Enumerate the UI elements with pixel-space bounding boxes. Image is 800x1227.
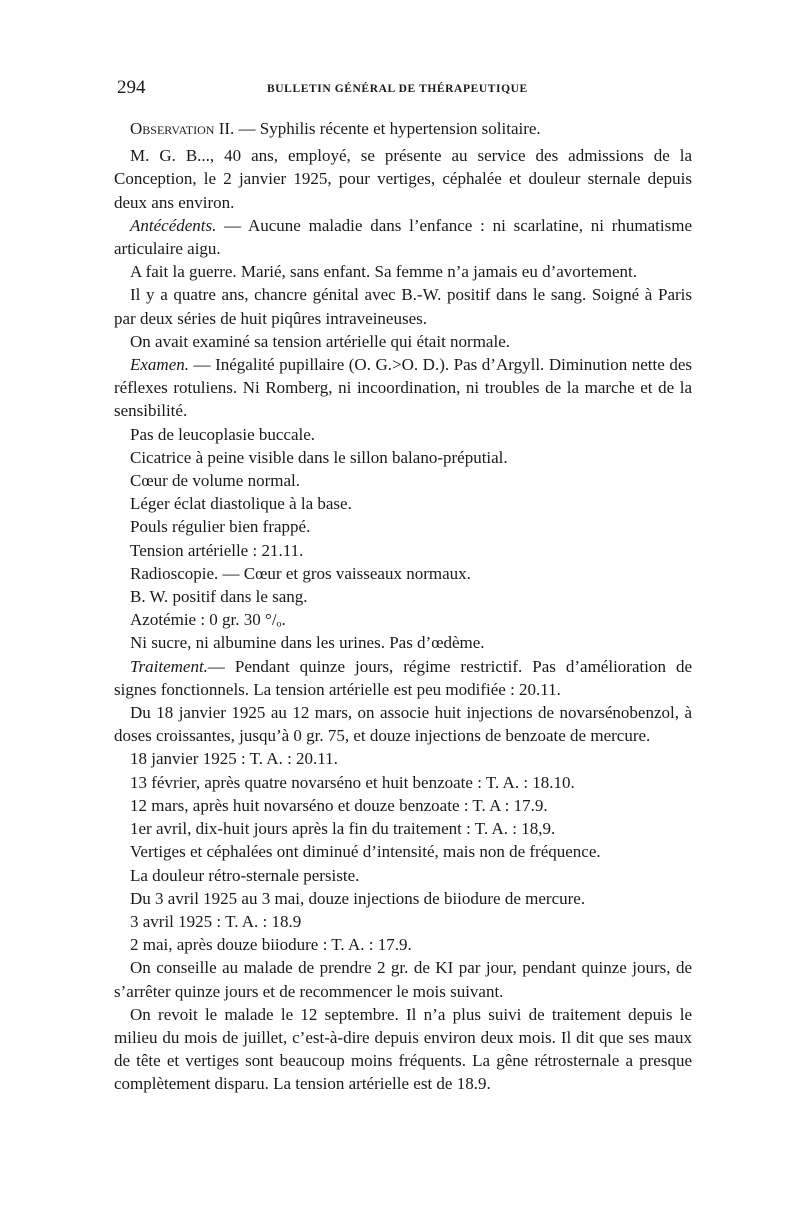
paragraph: 18 janvier 1925 : T. A. : 20.11. xyxy=(130,749,338,769)
paragraph: 3 avril 1925 : T. A. : 18.9 xyxy=(130,911,302,931)
paragraph: La douleur rétro-sternale persiste. xyxy=(130,865,360,885)
paragraph: Cœur de volume normal. xyxy=(130,471,300,491)
paragraph: Cicatrice à peine visible dans le sillon balano-préputial. xyxy=(130,447,508,467)
paragraph-text: — Inégalité pupillaire (O. G.>O. D.). Pas d’Argyll. Diminution nette des réflexes rotuliens. Ni Romberg, ni incoordination, ni troubles de la marche et de la sensibilité. xyxy=(114,355,692,421)
paragraph: Ni sucre, ni albumine dans les urines. Pas d’œdème. xyxy=(130,633,485,653)
observation-heading: II. — Syphilis récente et hypertension solitaire. xyxy=(214,119,541,138)
paragraph: On avait examiné sa tension artérielle qui était normale. xyxy=(130,331,510,351)
observation-title xyxy=(114,117,692,140)
paragraph: M. G. B..., 40 ans, employé, se présente au service des admissions de la Conception, le 2 janvier 1925, pour vertiges, céphalée et douleur sternale depuis deux ans environ. xyxy=(114,146,692,212)
page-number: 294 xyxy=(117,77,146,98)
paragraph: Pouls régulier bien frappé. xyxy=(130,517,311,537)
section-label: Traitement. xyxy=(130,656,208,676)
paragraph xyxy=(114,353,692,423)
paragraph: On revoit le malade le 12 septembre. Il n’a plus suivi de traitement depuis le milieu du mois de juillet, c’est-à-dire depuis environ deux mois. Il dit que ses maux de tête et vertiges sont beaucoup moins fréquents. La gêne rétrosternale a presque complètement disparu. La tension artérielle est de 18.9. xyxy=(114,1004,692,1094)
paragraph: Radioscopie. — Cœur et gros vaisseaux normaux. xyxy=(130,563,471,583)
paragraph: 12 mars, après huit novarséno et douze benzoate : T. A : 17.9. xyxy=(130,795,548,815)
paragraph: 2 mai, après douze biiodure : T. A. : 17.9. xyxy=(130,935,412,955)
paragraph: B. W. positif dans le sang. xyxy=(130,587,308,607)
paragraph-text: — Pendant quinze jours, régime restrictif. Pas d’amélioration de signes fonctionnels. La tension artérielle est peu modifiée : 20.11. xyxy=(114,656,692,699)
paragraph: Vertiges et céphalées ont diminué d’intensité, mais non de fréquence. xyxy=(130,842,601,862)
page-header xyxy=(117,77,690,101)
section-label: Examen. xyxy=(130,355,190,375)
paragraph: A fait la guerre. Marié, sans enfant. Sa femme n’a jamais eu d’avortement. xyxy=(130,262,637,282)
paragraph: Du 18 janvier 1925 au 12 mars, on associe huit injections de novarsénobenzol, à doses croissantes, jusqu’à 0 gr. 75, et douze injections de benzoate de mercure. xyxy=(114,703,692,746)
paragraph xyxy=(114,655,692,701)
paragraph: Azotémie : 0 gr. 30 °/ₒ. xyxy=(130,610,286,630)
paragraph: Pas de leucoplasie buccale. xyxy=(130,424,316,444)
paragraph: 13 février, après quatre novarséno et huit benzoate : T. A. : 18.10. xyxy=(130,772,575,792)
paragraph: Léger éclat diastolique à la base. xyxy=(130,494,352,514)
paragraph: Du 3 avril 1925 au 3 mai, douze injections de biiodure de mercure. xyxy=(130,888,586,908)
body-text xyxy=(114,117,692,1096)
paragraph: Il y a quatre ans, chancre génital avec B.-W. positif dans le sang. Soigné à Paris par deux séries de huit piqûres intraveineuses. xyxy=(114,285,692,328)
section-label: Antécédents. xyxy=(130,215,217,235)
paragraph xyxy=(114,214,692,260)
paragraph: On conseille au malade de prendre 2 gr. de KI par jour, pendant quinze jours, de s’arrêter quinze jours et de recommencer le mois suivant. xyxy=(114,958,692,1001)
running-title: BULLETIN GÉNÉRAL DE THÉRAPEUTIQUE xyxy=(267,83,528,95)
paragraph: 1er avril, dix-huit jours après la fin du traitement : T. A. : 18,9. xyxy=(130,819,556,839)
observation-label: Observation xyxy=(130,119,215,138)
paragraph-text: — Aucune maladie dans l’enfance : ni scarlatine, ni rhumatisme articulaire aigu. xyxy=(114,215,692,259)
paragraph: Tension artérielle : 21.11. xyxy=(130,540,304,560)
